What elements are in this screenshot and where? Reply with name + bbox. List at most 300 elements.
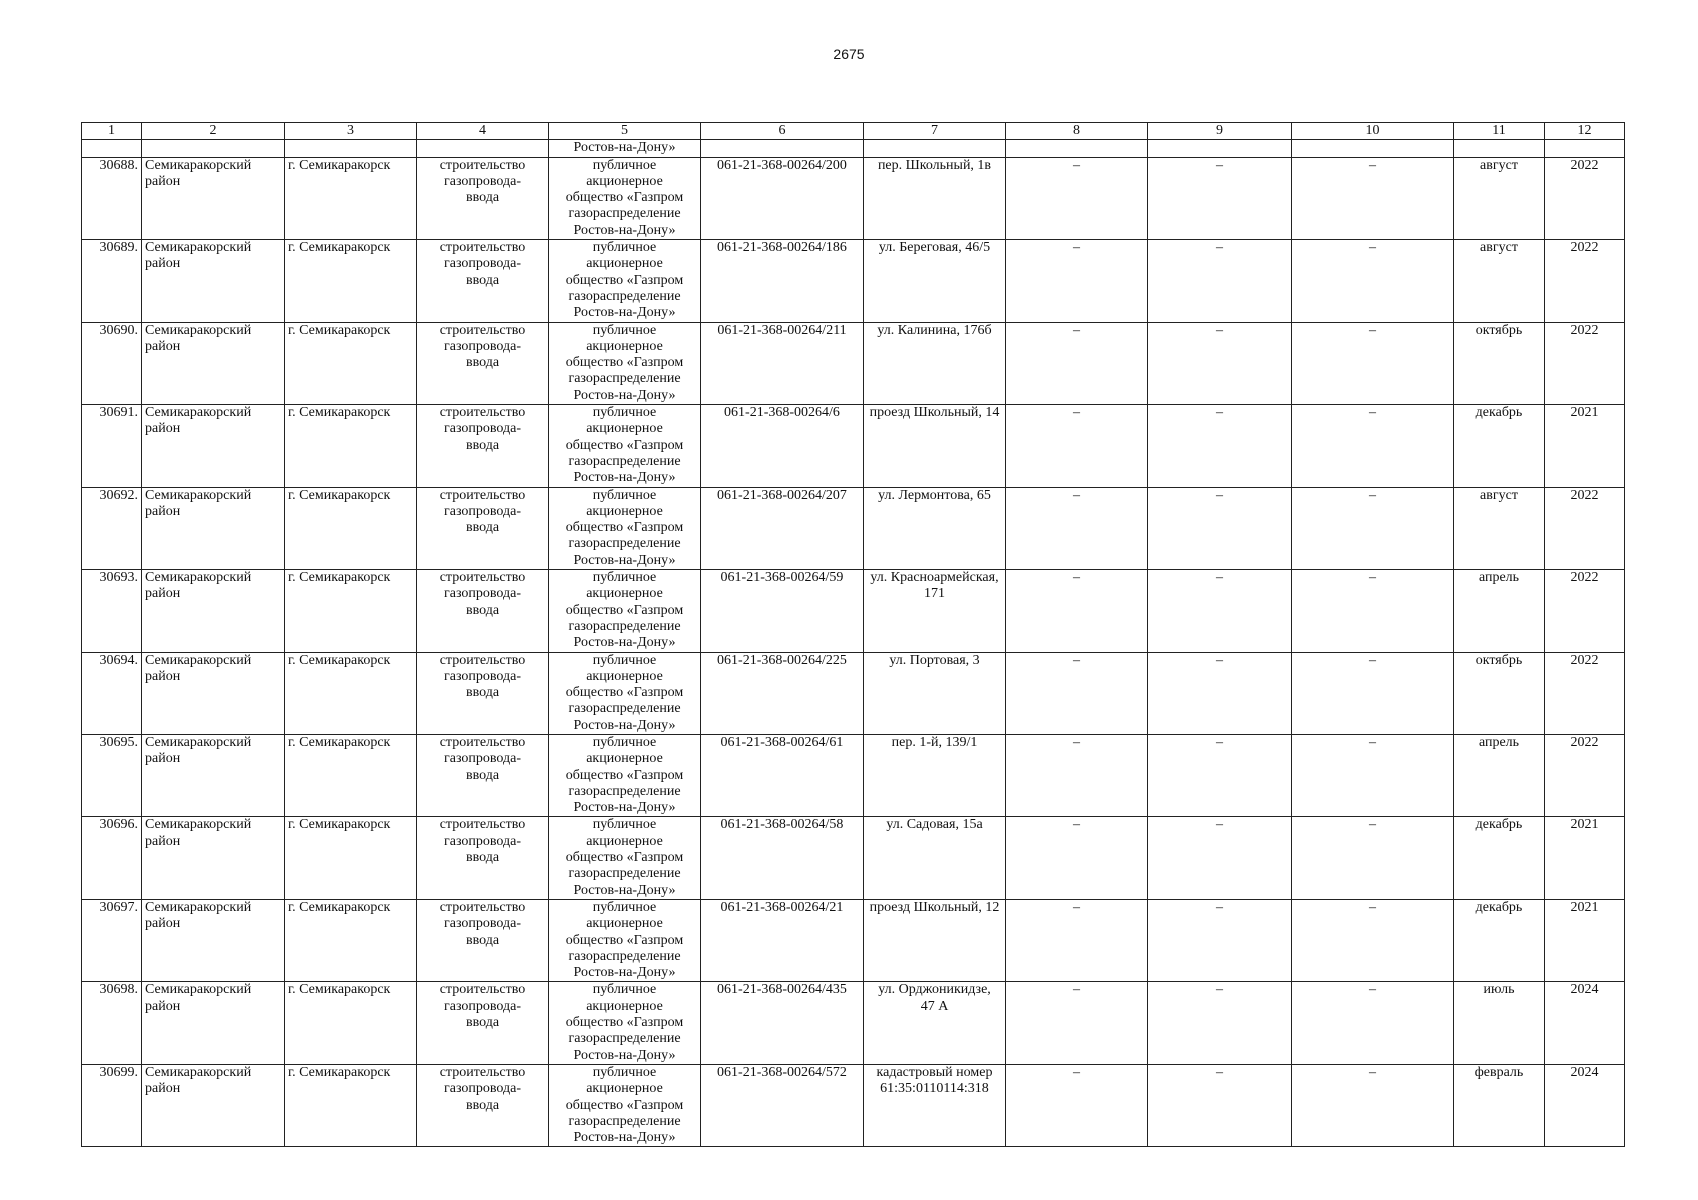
cell-empty xyxy=(142,140,285,157)
cell-organization-line: газораспределение xyxy=(568,371,681,387)
cell-work-type-line: газопровода- xyxy=(443,668,521,684)
cell-address xyxy=(864,322,1006,404)
cell-year: 2022 xyxy=(1545,240,1625,322)
cell-work-type xyxy=(417,322,549,404)
cell-city: г. Семикаракорск xyxy=(285,240,417,322)
cell-col9: – xyxy=(1148,322,1292,404)
table-row xyxy=(82,1064,1625,1146)
cell-organization-line: Ростов-на-Дону» xyxy=(573,1130,676,1146)
cell-address xyxy=(864,899,1006,981)
cell-district-line: район xyxy=(145,916,181,932)
cell-organization-line: публичное xyxy=(592,157,657,173)
cell-col8: – xyxy=(1006,652,1148,734)
cell-year: 2022 xyxy=(1545,487,1625,569)
cell-empty xyxy=(701,140,864,157)
cell-organization xyxy=(549,652,701,734)
cell-organization-line: общество «Газпром xyxy=(565,1015,684,1031)
cell-organization-line: акционерное xyxy=(586,998,663,1014)
cell-month: декабрь xyxy=(1454,899,1545,981)
cell-record-number: 30688. xyxy=(82,157,142,239)
cell-work-type-line: ввода xyxy=(465,1097,500,1113)
cell-record-number: 30692. xyxy=(82,487,142,569)
cell-work-type-line: ввода xyxy=(465,437,500,453)
cell-code: 061-21-368-00264/435 xyxy=(701,982,864,1064)
cell-record-number: 30697. xyxy=(82,899,142,981)
cell-code: 061-21-368-00264/58 xyxy=(701,817,864,899)
cell-district xyxy=(142,1064,285,1146)
cell-address-line: ул. Береговая, 46/5 xyxy=(878,240,991,256)
cell-district xyxy=(142,322,285,404)
cell-work-type-line: строительство xyxy=(439,899,526,915)
cell-work-type xyxy=(417,899,549,981)
cell-empty xyxy=(285,140,417,157)
cell-organization-line: публичное xyxy=(592,1064,657,1080)
cell-organization-line: газораспределение xyxy=(568,618,681,634)
cell-col10: – xyxy=(1292,405,1454,487)
cell-work-type-line: строительство xyxy=(439,982,526,998)
cell-organization-line: газораспределение xyxy=(568,1031,681,1047)
cell-organization xyxy=(549,817,701,899)
cell-work-type-line: строительство xyxy=(439,652,526,668)
column-number: 3 xyxy=(285,123,417,140)
cell-organization-line: Ростов-на-Дону» xyxy=(573,882,676,898)
column-number: 6 xyxy=(701,123,864,140)
cell-work-type-line: ввода xyxy=(465,602,500,618)
cell-organization-line: Ростов-на-Дону» xyxy=(573,717,676,733)
cell-district-line: Семикаракорский xyxy=(145,817,252,833)
cell-work-type-line: газопровода- xyxy=(443,586,521,602)
cell-code: 061-21-368-00264/207 xyxy=(701,487,864,569)
cell-month: август xyxy=(1454,487,1545,569)
cell-empty xyxy=(1454,140,1545,157)
cell-organization-line: акционерное xyxy=(586,173,663,189)
cell-district xyxy=(142,982,285,1064)
cell-year: 2022 xyxy=(1545,157,1625,239)
cell-work-type-line: ввода xyxy=(465,520,500,536)
cell-city: г. Семикаракорск xyxy=(285,652,417,734)
cell-month: апрель xyxy=(1454,734,1545,816)
cell-work-type xyxy=(417,405,549,487)
cell-empty xyxy=(864,140,1006,157)
cell-district xyxy=(142,817,285,899)
cell-organization-line: Ростов-на-Дону» xyxy=(573,1047,676,1063)
cell-work-type-line: ввода xyxy=(465,355,500,371)
cell-year: 2021 xyxy=(1545,405,1625,487)
cell-organization-line: акционерное xyxy=(586,503,663,519)
cell-organization-line: публичное xyxy=(592,322,657,338)
cell-work-type-line: ввода xyxy=(465,190,500,206)
column-number: 10 xyxy=(1292,123,1454,140)
cell-address-line: ул. Калинина, 176б xyxy=(877,322,992,338)
cell-organization-line: общество «Газпром xyxy=(565,190,684,206)
cell-month: август xyxy=(1454,240,1545,322)
cell-col10: – xyxy=(1292,652,1454,734)
cell-col10: – xyxy=(1292,899,1454,981)
column-number: 8 xyxy=(1006,123,1148,140)
cell-district-line: Семикаракорский xyxy=(145,157,252,173)
cell-address-line: 61:35:0110114:318 xyxy=(880,1081,989,1097)
cell-work-type xyxy=(417,652,549,734)
cell-work-type-line: газопровода- xyxy=(443,751,521,767)
table-row xyxy=(82,240,1625,322)
cell-district xyxy=(142,652,285,734)
cell-organization-line: акционерное xyxy=(586,338,663,354)
cell-organization-line: Ростов-на-Дону» xyxy=(573,635,676,651)
cell-col9: – xyxy=(1148,652,1292,734)
cell-organization-line: публичное xyxy=(592,570,657,586)
cell-organization-line: акционерное xyxy=(586,916,663,932)
cell-org-continuation: Ростов-на-Дону» xyxy=(549,140,701,157)
cell-empty xyxy=(1545,140,1625,157)
cell-organization-line: газораспределение xyxy=(568,453,681,469)
cell-district-line: Семикаракорский xyxy=(145,652,252,668)
cell-organization-line: общество «Газпром xyxy=(565,932,684,948)
cell-organization-line: общество «Газпром xyxy=(565,1097,684,1113)
cell-month: август xyxy=(1454,157,1545,239)
cell-organization-line: газораспределение xyxy=(568,948,681,964)
cell-col9: – xyxy=(1148,570,1292,652)
cell-work-type-line: строительство xyxy=(439,487,526,503)
cell-district-line: район xyxy=(145,338,181,354)
cell-col10: – xyxy=(1292,1064,1454,1146)
cell-organization xyxy=(549,487,701,569)
cell-year: 2022 xyxy=(1545,570,1625,652)
cell-empty xyxy=(82,140,142,157)
cell-work-type xyxy=(417,487,549,569)
cell-year: 2022 xyxy=(1545,652,1625,734)
cell-month: февраль xyxy=(1454,1064,1545,1146)
cell-col8: – xyxy=(1006,157,1148,239)
cell-district-line: Семикаракорский xyxy=(145,899,252,915)
cell-district-line: Семикаракорский xyxy=(145,982,252,998)
cell-work-type-line: газопровода- xyxy=(443,503,521,519)
cell-organization-line: публичное xyxy=(592,405,657,421)
cell-work-type-line: газопровода- xyxy=(443,998,521,1014)
continuation-row xyxy=(82,140,1625,157)
cell-col10: – xyxy=(1292,817,1454,899)
cell-col8: – xyxy=(1006,487,1148,569)
cell-col9: – xyxy=(1148,734,1292,816)
cell-organization-line: публичное xyxy=(592,899,657,915)
cell-address-line: ул. Орджоникидзе, xyxy=(878,982,991,998)
cell-organization xyxy=(549,157,701,239)
cell-col8: – xyxy=(1006,1064,1148,1146)
cell-organization-line: публичное xyxy=(592,734,657,750)
cell-year: 2024 xyxy=(1545,982,1625,1064)
cell-work-type-line: строительство xyxy=(439,405,526,421)
cell-work-type xyxy=(417,570,549,652)
cell-work-type-line: строительство xyxy=(439,157,526,173)
cell-address xyxy=(864,240,1006,322)
column-number: 2 xyxy=(142,123,285,140)
cell-code: 061-21-368-00264/225 xyxy=(701,652,864,734)
cell-organization-line: Ростов-на-Дону» xyxy=(573,552,676,568)
cell-address-line: ул. Лермонтова, 65 xyxy=(878,487,991,503)
cell-col8: – xyxy=(1006,899,1148,981)
cell-work-type-line: строительство xyxy=(439,570,526,586)
cell-organization xyxy=(549,899,701,981)
cell-work-type-line: ввода xyxy=(465,767,500,783)
cell-organization-line: общество «Газпром xyxy=(565,850,684,866)
cell-organization-line: газораспределение xyxy=(568,701,681,717)
cell-organization-line: общество «Газпром xyxy=(565,355,684,371)
cell-col10: – xyxy=(1292,240,1454,322)
cell-col10: – xyxy=(1292,570,1454,652)
cell-organization-line: публичное xyxy=(592,817,657,833)
cell-organization-line: общество «Газпром xyxy=(565,520,684,536)
cell-address-line: ул. Портовая, 3 xyxy=(889,652,980,668)
cell-district-line: район xyxy=(145,668,181,684)
cell-district xyxy=(142,570,285,652)
cell-col8: – xyxy=(1006,240,1148,322)
cell-organization-line: Ростов-на-Дону» xyxy=(573,222,676,238)
cell-organization-line: публичное xyxy=(592,652,657,668)
table-row xyxy=(82,652,1625,734)
table-row xyxy=(82,570,1625,652)
cell-organization-line: Ростов-на-Дону» xyxy=(573,305,676,321)
cell-empty xyxy=(417,140,549,157)
cell-address-line: пер. Школьный, 1в xyxy=(877,157,992,173)
cell-col10: – xyxy=(1292,982,1454,1064)
cell-district-line: район xyxy=(145,586,181,602)
cell-work-type xyxy=(417,1064,549,1146)
cell-record-number: 30690. xyxy=(82,322,142,404)
cell-organization-line: акционерное xyxy=(586,833,663,849)
cell-address-line: пер. 1-й, 139/1 xyxy=(891,734,978,750)
cell-organization-line: публичное xyxy=(592,982,657,998)
cell-address xyxy=(864,570,1006,652)
cell-organization-line: газораспределение xyxy=(568,866,681,882)
cell-organization xyxy=(549,322,701,404)
cell-empty xyxy=(1006,140,1148,157)
column-number: 9 xyxy=(1148,123,1292,140)
cell-organization-line: акционерное xyxy=(586,256,663,272)
cell-organization-line: газораспределение xyxy=(568,536,681,552)
column-number: 7 xyxy=(864,123,1006,140)
cell-district-line: Семикаракорский xyxy=(145,734,252,750)
cell-work-type xyxy=(417,817,549,899)
cell-year: 2022 xyxy=(1545,322,1625,404)
cell-organization xyxy=(549,1064,701,1146)
cell-address xyxy=(864,982,1006,1064)
cell-address-line: ул. Красноармейская, xyxy=(870,570,999,586)
cell-organization-line: общество «Газпром xyxy=(565,685,684,701)
cell-city: г. Семикаракорск xyxy=(285,157,417,239)
cell-organization-line: общество «Газпром xyxy=(565,272,684,288)
cell-col8: – xyxy=(1006,817,1148,899)
cell-city: г. Семикаракорск xyxy=(285,1064,417,1146)
cell-code: 061-21-368-00264/211 xyxy=(701,322,864,404)
column-number-row xyxy=(82,123,1625,140)
cell-city: г. Семикаракорск xyxy=(285,899,417,981)
cell-organization xyxy=(549,982,701,1064)
cell-record-number: 30691. xyxy=(82,405,142,487)
cell-district xyxy=(142,734,285,816)
cell-address xyxy=(864,652,1006,734)
cell-work-type-line: ввода xyxy=(465,272,500,288)
cell-code: 061-21-368-00264/572 xyxy=(701,1064,864,1146)
cell-col9: – xyxy=(1148,405,1292,487)
cell-work-type-line: газопровода- xyxy=(443,173,521,189)
cell-col9: – xyxy=(1148,240,1292,322)
cell-col9: – xyxy=(1148,157,1292,239)
cell-district xyxy=(142,240,285,322)
column-number: 11 xyxy=(1454,123,1545,140)
table-row xyxy=(82,734,1625,816)
cell-empty xyxy=(1292,140,1454,157)
cell-work-type xyxy=(417,240,549,322)
cell-month: октябрь xyxy=(1454,322,1545,404)
cell-organization-line: публичное xyxy=(592,240,657,256)
cell-work-type-line: ввода xyxy=(465,1015,500,1031)
table-row xyxy=(82,322,1625,404)
cell-col8: – xyxy=(1006,570,1148,652)
cell-district-line: Семикаракорский xyxy=(145,570,252,586)
cell-work-type-line: строительство xyxy=(439,734,526,750)
cell-district-line: Семикаракорский xyxy=(145,487,252,503)
cell-address xyxy=(864,157,1006,239)
cell-code: 061-21-368-00264/61 xyxy=(701,734,864,816)
cell-record-number: 30693. xyxy=(82,570,142,652)
cell-col9: – xyxy=(1148,1064,1292,1146)
cell-district-line: район xyxy=(145,503,181,519)
cell-organization-line: общество «Газпром xyxy=(565,767,684,783)
cell-address xyxy=(864,1064,1006,1146)
cell-work-type-line: ввода xyxy=(465,685,500,701)
cell-district-line: Семикаракорский xyxy=(145,240,252,256)
cell-month: декабрь xyxy=(1454,817,1545,899)
cell-organization-line: Ростов-на-Дону» xyxy=(573,387,676,403)
cell-code: 061-21-368-00264/21 xyxy=(701,899,864,981)
cell-year: 2022 xyxy=(1545,734,1625,816)
cell-organization-line: общество «Газпром xyxy=(565,602,684,618)
cell-col9: – xyxy=(1148,899,1292,981)
cell-city: г. Семикаракорск xyxy=(285,405,417,487)
cell-organization-line: Ростов-на-Дону» xyxy=(573,800,676,816)
cell-district-line: район xyxy=(145,173,181,189)
cell-col8: – xyxy=(1006,982,1148,1064)
cell-col10: – xyxy=(1292,322,1454,404)
cell-month: декабрь xyxy=(1454,405,1545,487)
cell-col8: – xyxy=(1006,734,1148,816)
cell-col8: – xyxy=(1006,322,1148,404)
cell-work-type-line: газопровода- xyxy=(443,1081,521,1097)
cell-work-type xyxy=(417,157,549,239)
cell-address xyxy=(864,487,1006,569)
cell-city: г. Семикаракорск xyxy=(285,734,417,816)
cell-empty xyxy=(1148,140,1292,157)
cell-col9: – xyxy=(1148,982,1292,1064)
cell-record-number: 30689. xyxy=(82,240,142,322)
cell-work-type xyxy=(417,982,549,1064)
cell-month: апрель xyxy=(1454,570,1545,652)
cell-year: 2021 xyxy=(1545,899,1625,981)
page-number: 2675 xyxy=(833,46,865,62)
cell-organization-line: акционерное xyxy=(586,668,663,684)
cell-record-number: 30695. xyxy=(82,734,142,816)
gas-pipeline-register-table xyxy=(81,122,1625,1147)
cell-col10: – xyxy=(1292,734,1454,816)
cell-work-type-line: строительство xyxy=(439,1064,526,1080)
cell-district xyxy=(142,157,285,239)
cell-work-type-line: строительство xyxy=(439,240,526,256)
cell-organization-line: акционерное xyxy=(586,586,663,602)
cell-district-line: район xyxy=(145,833,181,849)
cell-col8: – xyxy=(1006,405,1148,487)
cell-col9: – xyxy=(1148,817,1292,899)
cell-code: 061-21-368-00264/6 xyxy=(701,405,864,487)
cell-district-line: район xyxy=(145,998,181,1014)
cell-year: 2021 xyxy=(1545,817,1625,899)
table-row xyxy=(82,157,1625,239)
cell-code: 061-21-368-00264/59 xyxy=(701,570,864,652)
cell-address-line: кадастровый номер xyxy=(876,1064,993,1080)
cell-record-number: 30699. xyxy=(82,1064,142,1146)
cell-work-type xyxy=(417,734,549,816)
cell-city: г. Семикаракорск xyxy=(285,487,417,569)
cell-work-type-line: газопровода- xyxy=(443,256,521,272)
cell-record-number: 30698. xyxy=(82,982,142,1064)
cell-address-line: проезд Школьный, 14 xyxy=(869,405,1000,421)
cell-organization xyxy=(549,405,701,487)
cell-district-line: Семикаракорский xyxy=(145,1064,252,1080)
cell-code: 061-21-368-00264/200 xyxy=(701,157,864,239)
cell-district-line: район xyxy=(145,421,181,437)
cell-month: июль xyxy=(1454,982,1545,1064)
cell-work-type-line: ввода xyxy=(465,850,500,866)
column-number: 4 xyxy=(417,123,549,140)
cell-district-line: Семикаракорский xyxy=(145,405,252,421)
cell-organization-line: Ростов-на-Дону» xyxy=(573,965,676,981)
cell-organization-line: газораспределение xyxy=(568,1113,681,1129)
cell-code: 061-21-368-00264/186 xyxy=(701,240,864,322)
cell-work-type-line: газопровода- xyxy=(443,916,521,932)
cell-organization-line: Ростов-на-Дону» xyxy=(573,470,676,486)
cell-organization-line: общество «Газпром xyxy=(565,437,684,453)
cell-work-type-line: ввода xyxy=(465,932,500,948)
column-number: 12 xyxy=(1545,123,1625,140)
cell-city: г. Семикаракорск xyxy=(285,817,417,899)
cell-organization-line: публичное xyxy=(592,487,657,503)
cell-record-number: 30696. xyxy=(82,817,142,899)
cell-organization xyxy=(549,570,701,652)
column-number: 5 xyxy=(549,123,701,140)
cell-district-line: район xyxy=(145,1081,181,1097)
cell-record-number: 30694. xyxy=(82,652,142,734)
cell-organization-line: газораспределение xyxy=(568,206,681,222)
cell-address xyxy=(864,405,1006,487)
cell-address-line: ул. Садовая, 15а xyxy=(886,817,983,833)
table-row xyxy=(82,487,1625,569)
cell-city: г. Семикаракорск xyxy=(285,322,417,404)
column-number: 1 xyxy=(82,123,142,140)
cell-work-type-line: строительство xyxy=(439,817,526,833)
cell-city: г. Семикаракорск xyxy=(285,982,417,1064)
cell-district xyxy=(142,899,285,981)
cell-work-type-line: газопровода- xyxy=(443,833,521,849)
cell-work-type-line: строительство xyxy=(439,322,526,338)
cell-district xyxy=(142,405,285,487)
cell-organization-line: акционерное xyxy=(586,421,663,437)
table-row xyxy=(82,405,1625,487)
cell-address xyxy=(864,817,1006,899)
cell-district-line: район xyxy=(145,751,181,767)
cell-work-type-line: газопровода- xyxy=(443,338,521,354)
cell-col10: – xyxy=(1292,487,1454,569)
cell-city: г. Семикаракорск xyxy=(285,570,417,652)
cell-year: 2024 xyxy=(1545,1064,1625,1146)
cell-organization-line: акционерное xyxy=(586,751,663,767)
